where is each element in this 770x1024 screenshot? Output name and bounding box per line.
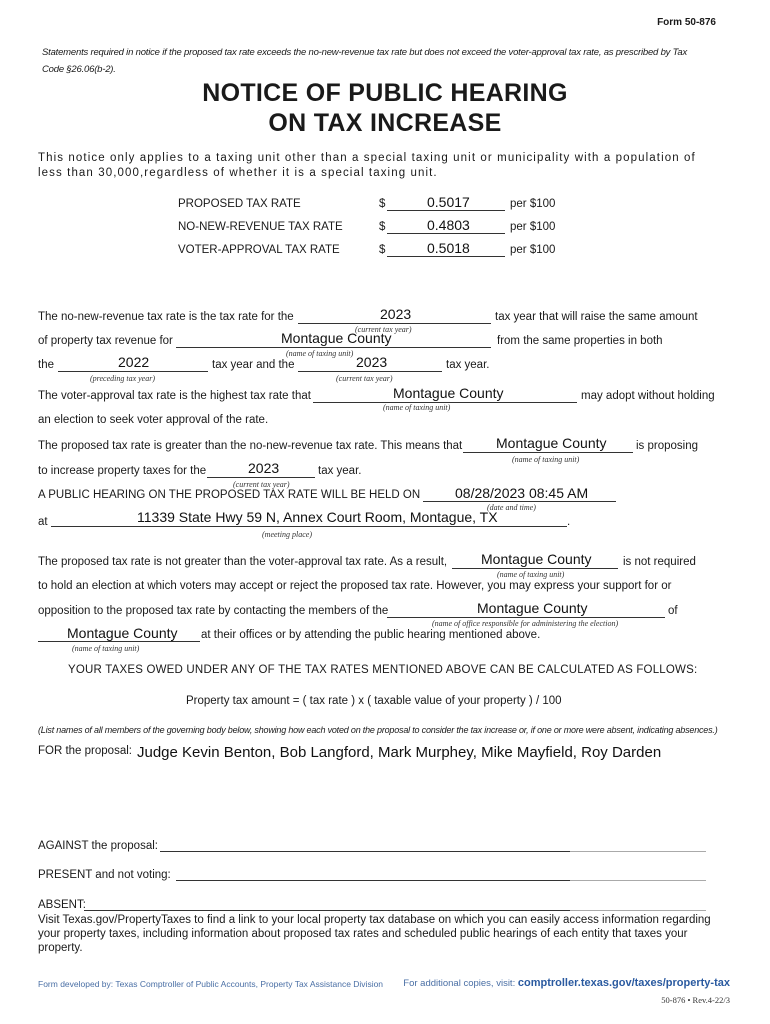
caption-meeting-place: (meeting place) — [262, 530, 312, 539]
nnr-the: the — [38, 359, 54, 371]
notgreater-text-2: is not required — [623, 556, 696, 568]
nnr-year-line — [298, 323, 491, 324]
visit-paragraph: Visit Texas.gov/PropertyTaxes to find a link to your local property tax database on which you can easily access information regarding your property taxes, including information about proposed tax rates and scheduled public hearings of each entity that taxes your property. — [38, 914, 711, 954]
caption-current-year-2: (current tax year) — [336, 374, 393, 383]
hearing-period: . — [567, 516, 571, 528]
nnr-text-3: of property tax revenue for — [38, 335, 173, 347]
notgreater-unit2: Montague County — [67, 625, 178, 641]
caption-unit2: (name of taxing unit) — [72, 644, 140, 653]
hearing-place-line — [51, 526, 567, 527]
greater-text-3: to increase property taxes for the — [38, 465, 207, 477]
nnr-current-year: 2023 — [380, 306, 412, 322]
tax-formula: Property tax amount = ( tax rate ) x ( taxable value of your property ) / 100 — [186, 695, 562, 707]
nnr-preceding-year: 2022 — [118, 354, 150, 370]
notgreater-text-3: to hold an election at which voters may accept or reject the proposed tax rate. However, you may express your support for or — [38, 580, 672, 592]
rate-label-nnr: NO-NEW-REVENUE TAX RATE — [178, 221, 343, 233]
va-text-2: may adopt without holding — [581, 390, 715, 402]
rate-value-proposed: 0.5017 — [427, 194, 470, 210]
nnr-text-1: The no-new-revenue tax rate is the tax rate for the — [38, 311, 294, 323]
nnr-current-year-2: 2023 — [356, 354, 388, 370]
caption-taxing-unit: (name of taxing unit) — [286, 349, 354, 358]
absent-label: ABSENT: — [38, 899, 86, 911]
notgreater-taxing-unit: Montague County — [481, 551, 592, 567]
rate-label-proposed: PROPOSED TAX RATE — [178, 198, 301, 210]
rate-line-nnr — [387, 233, 505, 234]
statutory-statement: Statements required in notice if the proposed tax rate exceeds the no-new-revenue tax rate but does not exceed the voter-approval tax rate, as prescribed by Tax Code §26.06(b-2). — [42, 47, 688, 75]
page-title — [0, 78, 770, 138]
greater-text-4: tax year. — [318, 465, 362, 477]
notgreater-of: of — [668, 605, 678, 617]
greater-text-2: is proposing — [636, 440, 699, 452]
against-line — [160, 851, 570, 852]
notgreater-unit2-line — [38, 641, 200, 642]
caption-office: (name of office responsible for administering the election) — [432, 619, 619, 628]
taxes-owed-heading: YOUR TAXES OWED UNDER ANY OF THE TAX RATES MENTIONED ABOVE CAN BE CALCULATED AS FOLLOWS: — [68, 664, 698, 676]
caption-preceding-year: (preceding tax year) — [90, 374, 156, 383]
title-line-2: ON TAX INCREASE — [268, 109, 502, 137]
greater-year: 2023 — [248, 460, 280, 476]
nnr-current2-line — [298, 371, 442, 372]
rate-label-va: VOTER-APPROVAL TAX RATE — [178, 244, 340, 256]
footer-developer: Form developed by: Texas Comptroller of Public Accounts, Property Tax Assistance Division — [38, 979, 384, 989]
hearing-at: at — [38, 516, 48, 528]
footer-copies-text: For additional copies, visit: — [403, 978, 516, 989]
absent-line — [84, 910, 570, 911]
against-line-ext — [570, 851, 706, 852]
notgreater-text-1: The proposed tax rate is not greater than the voter-approval tax rate. As a result, — [38, 556, 448, 568]
nnr-text-2: tax year that will raise the same amount — [495, 311, 698, 323]
greater-text-1: The proposed tax rate is greater than the no-new-revenue tax rate. This means that — [38, 440, 463, 452]
notgreater-text-5: at their offices or by attending the public hearing mentioned above. — [201, 629, 541, 641]
notgreater-text-4: opposition to the proposed tax rate by contacting the members of the — [38, 605, 389, 617]
against-label: AGAINST the proposal: — [38, 840, 158, 852]
rate-dollar-va: $ — [379, 244, 386, 256]
rate-per-va: per $100 — [510, 244, 556, 256]
hearing-place: 11339 State Hwy 59 N, Annex Court Room, Montague, TX — [137, 509, 498, 525]
form-number: Form 50-876 — [657, 17, 716, 28]
caption-greater-unit: (name of taxing unit) — [512, 455, 580, 464]
va-text-1: The voter-approval tax rate is the highest tax rate that — [38, 390, 311, 402]
rate-line-proposed — [387, 210, 505, 211]
greater-year-line — [207, 477, 315, 478]
rate-value-va: 0.5018 — [427, 240, 470, 256]
caption-date-time: (date and time) — [487, 503, 536, 512]
nnr-text-6: tax year. — [446, 359, 490, 371]
nnr-text-5: tax year and the — [212, 359, 295, 371]
caption-notgreater-unit: (name of taxing unit) — [497, 570, 565, 579]
va-taxing-unit: Montague County — [393, 385, 504, 401]
rate-dollar-nnr: $ — [379, 221, 386, 233]
greater-taxing-unit: Montague County — [496, 435, 607, 451]
hearing-date-line — [423, 501, 616, 502]
va-text-3: an election to seek voter approval of the rate. — [38, 414, 269, 426]
list-note: (List names of all members of the governing body below, showing how each voted on the proposal to consider the tax increase or, if one or more were absent, indicating absences.) — [38, 725, 718, 735]
caption-current-year: (current tax year) — [355, 325, 412, 334]
present-line — [176, 880, 570, 881]
title-line-1: NOTICE OF PUBLIC HEARING — [202, 79, 568, 107]
greater-unit-line — [463, 452, 633, 453]
hearing-datetime: 08/28/2023 08:45 AM — [455, 485, 589, 501]
caption-va-unit: (name of taxing unit) — [383, 403, 451, 412]
rate-value-nnr: 0.4803 — [427, 217, 470, 233]
present-label: PRESENT and not voting: — [38, 869, 171, 881]
for-label: FOR the proposal: — [38, 745, 132, 757]
rate-per-nnr: per $100 — [510, 221, 556, 233]
footer-link[interactable]: comptroller.texas.gov/taxes/property-tax — [517, 977, 730, 989]
nnr-text-4: from the same properties in both — [497, 335, 663, 347]
absent-line-ext — [570, 910, 706, 911]
applicability-notice: This notice only applies to a taxing unit other than a special taxing unit or municipality with a population of less than 30,000,regardless of whether it is a special taxing unit. — [38, 152, 696, 179]
notgreater-unit-line — [452, 568, 618, 569]
for-names: Judge Kevin Benton, Bob Langford, Mark Murphey, Mike Mayfield, Roy Darden — [137, 744, 662, 761]
revision-number: 50-876 • Rev.4-22/3 — [661, 995, 730, 1005]
footer-copies — [403, 977, 730, 989]
notgreater-office-line — [387, 617, 665, 618]
caption-greater-year: (current tax year) — [233, 480, 290, 489]
rate-dollar-proposed: $ — [379, 198, 386, 210]
notgreater-office: Montague County — [477, 600, 588, 616]
present-line-ext — [570, 880, 706, 881]
nnr-preceding-line — [58, 371, 208, 372]
rate-line-va — [387, 256, 505, 257]
hearing-text: A PUBLIC HEARING ON THE PROPOSED TAX RATE WILL BE HELD ON — [38, 489, 421, 501]
rate-per-proposed: per $100 — [510, 198, 556, 210]
nnr-taxing-unit: Montague County — [281, 330, 392, 346]
nnr-unit-line — [176, 347, 491, 348]
